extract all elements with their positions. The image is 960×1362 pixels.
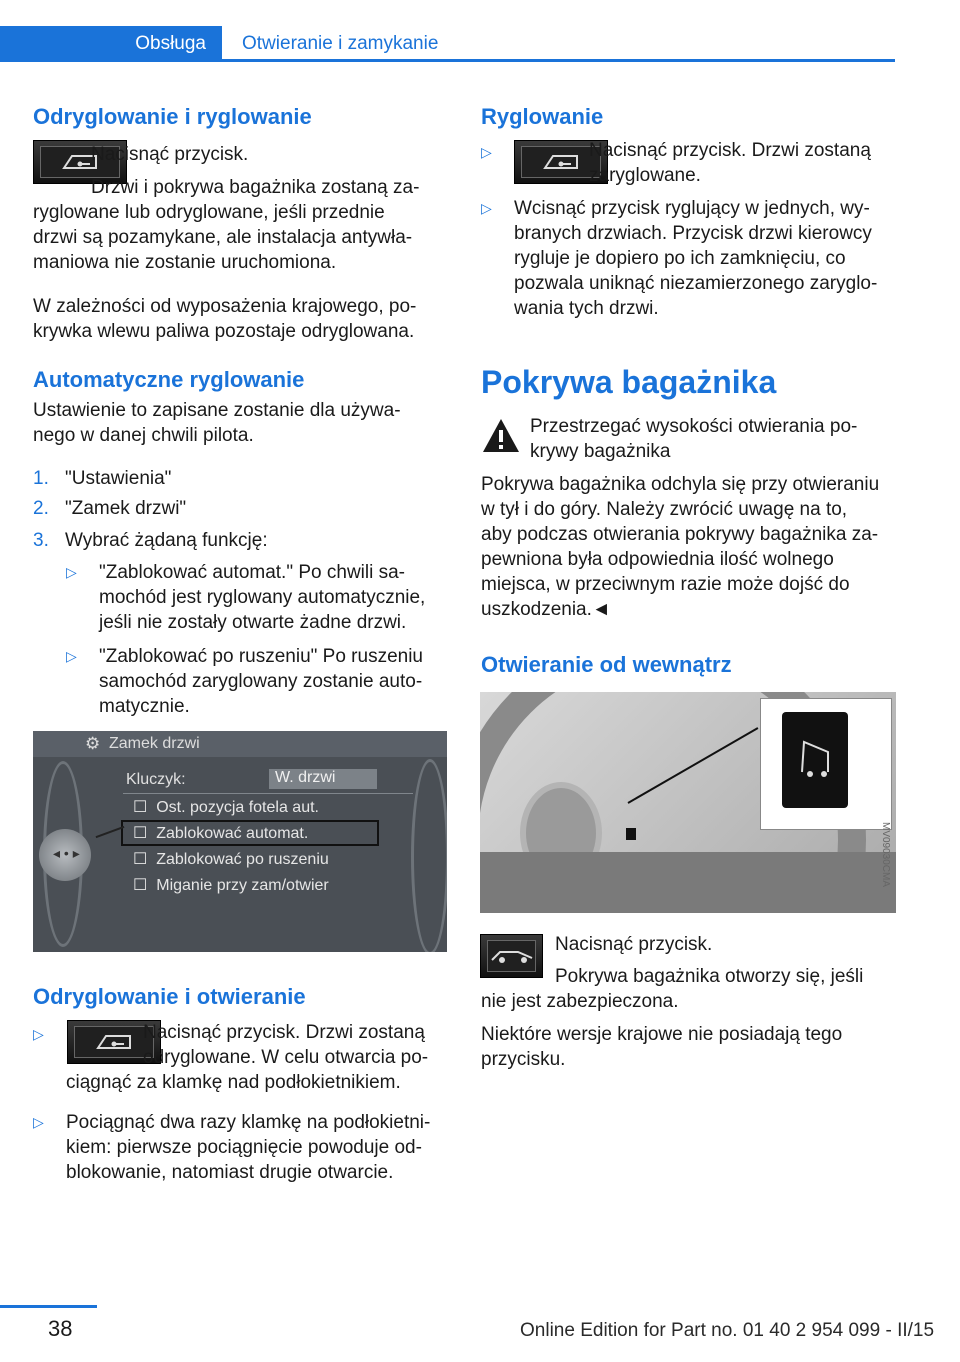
- header-bar: [0, 26, 895, 62]
- text: rygluje je dopiero po ich zamknięciu, co: [514, 248, 846, 269]
- section-title-wewnatrz: Otwieranie od wewnątrz: [481, 652, 732, 677]
- text: maniowa nie zostanie uruchomiona.: [33, 252, 337, 273]
- idrive-screen: ⚙ Zamek drzwi ◂ • ▸ Kluczyk: W. drzwi ☐ Ost. pozycja fotela aut. ☐ Zablokować automat. ☐ Zablokować po ruszeniu ☐ Miganie przy zam/otwier: [33, 731, 447, 952]
- text: Ustawienie to zapisane zostanie dla używa‐: [33, 400, 401, 421]
- heading-pokrywa: Pokrywa bagażnika: [481, 364, 777, 400]
- trunk-open-button-icon: [480, 934, 543, 978]
- text: Nacisnąć przycisk. Drzwi zostaną: [589, 140, 871, 161]
- text: pozwala uniknąć niezamierzonego zaryglo‐: [514, 273, 878, 294]
- text: nego w danej chwili pilota.: [33, 425, 254, 446]
- text: mochód jest ryglowany automatycznie,: [99, 587, 426, 608]
- menu-option[interactable]: ☐ Zablokować po ruszeniu: [133, 851, 329, 868]
- edition-text: Online Edition for Part no. 01 40 2 954 099 - II/15: [520, 1320, 935, 1341]
- text: krywy bagażnika: [530, 441, 671, 462]
- text: Niektóre wersje krajowe nie posiadają tego: [481, 1024, 843, 1045]
- text: Nacisnąć przycisk.: [555, 934, 713, 955]
- text: samochód zaryglowany zostanie auto‐: [99, 671, 423, 692]
- text: Pokrywa bagażnika odchyla się przy otwieraniu: [481, 474, 880, 495]
- text: "Zablokować po ruszeniu" Po ruszeniu: [99, 646, 423, 667]
- tab-obsluga[interactable]: Obsługa: [0, 26, 222, 62]
- menu-option[interactable]: ☐ Ost. pozycja fotela aut.: [133, 799, 319, 816]
- triangle-bullet-icon: ▷: [481, 200, 492, 216]
- warning-icon: [481, 416, 521, 456]
- tab-otwieranie[interactable]: Otwieranie i zamykanie: [242, 33, 439, 54]
- interior-photo: [480, 692, 896, 913]
- triangle-bullet-icon: ▷: [481, 144, 492, 160]
- text: Wcisnąć przycisk ryglujący w jednych, wy‐: [514, 198, 870, 219]
- text: odryglowane. W celu otwarcia po‐: [143, 1047, 429, 1068]
- section-title-otwieranie: Odryglowanie i otwieranie: [33, 984, 306, 1009]
- page-number: 38: [48, 1316, 73, 1341]
- key-value[interactable]: W. drzwi: [269, 769, 377, 789]
- text: pewniona była odpowiednia ilość wolnego: [481, 549, 834, 570]
- triangle-bullet-icon: ▷: [66, 564, 77, 580]
- section-title-automatyczne: Automatyczne ryglowanie: [33, 367, 305, 392]
- text: nie jest zabezpieczona.: [481, 991, 679, 1012]
- text: przycisku.: [481, 1049, 566, 1070]
- triangle-bullet-icon: ▷: [66, 648, 77, 664]
- gear-icon: ⚙: [85, 734, 101, 753]
- menu-option-selected[interactable]: ☐ Zablokować automat.: [133, 825, 309, 842]
- text: uszkodzenia.◄: [481, 599, 611, 620]
- text: Nacisnąć przycisk.: [91, 144, 249, 165]
- text: drzwi są pozamykane, ale instalacja antywła‐: [33, 227, 413, 248]
- text: "Zablokować automat." Po chwili sa‐: [99, 562, 406, 583]
- trunk-button-icon: [782, 712, 848, 808]
- text: matycznie.: [99, 696, 190, 717]
- text: zaryglowane.: [589, 165, 701, 186]
- footer-line: [0, 1305, 97, 1308]
- text: wania tych drzwi.: [514, 298, 659, 319]
- text: blokowanie, natomiast drugie otwarcie.: [66, 1162, 394, 1183]
- text: aby podczas otwierania pokrywy bagażnika za‐: [481, 524, 879, 545]
- key-label: Kluczyk:: [126, 771, 186, 788]
- triangle-bullet-icon: ▷: [33, 1026, 44, 1042]
- text: Drzwi i pokrywa bagażnika zostaną za‐: [91, 177, 420, 198]
- header-line: [222, 59, 895, 62]
- photo-code: MV09030CMA: [880, 822, 891, 888]
- text: Pociągnąć dwa razy klamkę na podłokietni‐: [66, 1112, 431, 1133]
- triangle-bullet-icon: ▷: [33, 1114, 44, 1130]
- text: krywka wlewu paliwa pozostaje odryglowana.: [33, 321, 415, 342]
- text: ciągnąć za klamkę nad podłokietnikiem.: [66, 1072, 401, 1093]
- section-title-odryglowanie: Odryglowanie i ryglowanie: [33, 104, 312, 129]
- text: W zależności od wyposażenia krajowego, po‐: [33, 296, 417, 317]
- text: ryglowane lub odryglowane, jeśli przednie: [33, 202, 385, 223]
- section-title-ryglowanie: Ryglowanie: [481, 104, 604, 129]
- text: miejsca, w przeciwnym razie może dojść do: [481, 574, 850, 595]
- text: Nacisnąć przycisk. Drzwi zostaną: [143, 1022, 425, 1043]
- screen-title: Zamek drzwi: [109, 735, 200, 752]
- text: kiem: pierwsze pociągnięcie powoduje od‐: [66, 1137, 422, 1158]
- text: Pokrywa bagażnika otworzy się, jeśli: [555, 966, 864, 987]
- text: jeśli nie zostały otwarte żadne drzwi.: [99, 612, 407, 633]
- text: w tył i do góry. Należy zwrócić uwagę na to,: [481, 499, 848, 520]
- menu-option[interactable]: ☐ Miganie przy zam/otwier: [133, 877, 329, 894]
- text: branych drzwiach. Przycisk drzwi kierowcy: [514, 223, 872, 244]
- text: Przestrzegać wysokości otwierania po‐: [530, 416, 858, 437]
